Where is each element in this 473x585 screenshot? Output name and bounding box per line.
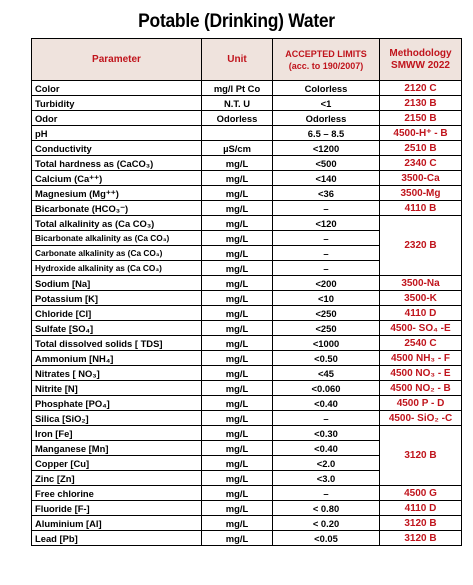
parameter-cell: Nitrite [N]: [32, 381, 202, 396]
unit-cell: mg/L: [202, 201, 273, 216]
parameter-cell: Total hardness as (CaCO₃): [32, 156, 202, 171]
methodology-cell: 4500 G: [380, 486, 462, 501]
parameter-cell: Lead [Pb]: [32, 531, 202, 546]
table-row: [32, 381, 462, 396]
limit-cell: Odorless: [273, 111, 380, 126]
table-row: [32, 291, 462, 306]
header-methodology: Methodology SMWW 2022: [380, 39, 462, 81]
parameter-cell: Aluminium [Al]: [32, 516, 202, 531]
unit-cell: N.T. U: [202, 96, 273, 111]
parameter-cell: Nitrates [ NO₃]: [32, 366, 202, 381]
parameter-cell: Chloride [Cl]: [32, 306, 202, 321]
unit-cell: mg/L: [202, 216, 273, 231]
parameter-cell: Color: [32, 81, 202, 96]
methodology-cell: 2340 C: [380, 156, 462, 171]
limit-cell: <250: [273, 321, 380, 336]
parameter-cell: Carbonate alkalinity as (Ca CO₃): [32, 246, 202, 261]
limit-cell: –: [273, 261, 380, 276]
limit-cell: <36: [273, 186, 380, 201]
limit-cell: < 0.80: [273, 501, 380, 516]
unit-cell: µS/cm: [202, 141, 273, 156]
header-accepted-limits: ACCEPTED LIMITS (acc. to 190/2007): [273, 39, 380, 81]
table-row: [32, 516, 462, 531]
table-row: [32, 501, 462, 516]
methodology-cell: 2130 B: [380, 96, 462, 111]
table-row: [32, 336, 462, 351]
parameter-cell: Hydroxide alkalinity as (Ca CO₃): [32, 261, 202, 276]
unit-cell: mg/L: [202, 426, 273, 441]
parameter-cell: Total dissolved solids [ TDS]: [32, 336, 202, 351]
methodology-cell: 4500 NH₃ - F: [380, 351, 462, 366]
limit-cell: Colorless: [273, 81, 380, 96]
limit-cell: < 0.20: [273, 516, 380, 531]
water-quality-table: [31, 38, 462, 546]
methodology-cell: 4500 NO₂ - B: [380, 381, 462, 396]
limit-cell: –: [273, 486, 380, 501]
methodology-cell: 2510 B: [380, 141, 462, 156]
unit-cell: mg/L: [202, 531, 273, 546]
limit-cell: <0.40: [273, 396, 380, 411]
limit-cell: <1200: [273, 141, 380, 156]
parameter-cell: Copper [Cu]: [32, 456, 202, 471]
unit-cell: [202, 126, 273, 141]
unit-cell: mg/L: [202, 246, 273, 261]
limit-cell: <0.30: [273, 426, 380, 441]
unit-cell: mg/L: [202, 381, 273, 396]
parameter-cell: Total alkalinity as (Ca CO₃): [32, 216, 202, 231]
limit-cell: <250: [273, 306, 380, 321]
methodology-cell: 3500-Ca: [380, 171, 462, 186]
parameter-cell: Potassium [K]: [32, 291, 202, 306]
methodology-cell: 4500 NO₃ - E: [380, 366, 462, 381]
methodology-cell: 3120 B: [380, 531, 462, 546]
table-row: [32, 126, 462, 141]
table-row: [32, 486, 462, 501]
table-row: [32, 186, 462, 201]
unit-cell: mg/L: [202, 171, 273, 186]
table-row: [32, 306, 462, 321]
methodology-cell: 4500- SO₄ -E: [380, 321, 462, 336]
parameter-cell: Phosphate [PO₄]: [32, 396, 202, 411]
parameter-cell: pH: [32, 126, 202, 141]
unit-cell: mg/l Pt Co: [202, 81, 273, 96]
unit-cell: mg/L: [202, 471, 273, 486]
table-row: [32, 276, 462, 291]
unit-cell: mg/L: [202, 291, 273, 306]
parameter-cell: Iron [Fe]: [32, 426, 202, 441]
limit-cell: –: [273, 246, 380, 261]
limit-cell: <200: [273, 276, 380, 291]
parameter-cell: Magnesium (Mg⁺⁺): [32, 186, 202, 201]
unit-cell: mg/L: [202, 456, 273, 471]
table-row: [32, 96, 462, 111]
parameter-cell: Zinc [Zn]: [32, 471, 202, 486]
methodology-cell: 4110 D: [380, 306, 462, 321]
table-row: [32, 411, 462, 426]
header-parameter: Parameter: [32, 39, 202, 81]
table-row: [32, 351, 462, 366]
methodology-cell: 2150 B: [380, 111, 462, 126]
methodology-cell: 4500-H⁺ - B: [380, 126, 462, 141]
methodology-cell: 3120 B: [380, 426, 462, 486]
unit-cell: mg/L: [202, 366, 273, 381]
parameter-cell: Turbidity: [32, 96, 202, 111]
unit-cell: mg/L: [202, 321, 273, 336]
limit-cell: 6.5 – 8.5: [273, 126, 380, 141]
unit-cell: mg/L: [202, 516, 273, 531]
parameter-cell: Sodium [Na]: [32, 276, 202, 291]
unit-cell: mg/L: [202, 306, 273, 321]
table-row: [32, 201, 462, 216]
parameter-cell: Ammonium [NH₄]: [32, 351, 202, 366]
table-row: [32, 111, 462, 126]
unit-cell: mg/L: [202, 186, 273, 201]
limit-cell: –: [273, 231, 380, 246]
unit-cell: mg/L: [202, 261, 273, 276]
parameter-cell: Manganese [Mn]: [32, 441, 202, 456]
limit-cell: –: [273, 201, 380, 216]
parameter-cell: Fluoride [F-]: [32, 501, 202, 516]
unit-cell: mg/L: [202, 501, 273, 516]
limit-cell: <0.05: [273, 531, 380, 546]
limit-cell: <0.50: [273, 351, 380, 366]
limit-cell: <45: [273, 366, 380, 381]
limit-cell: <1000: [273, 336, 380, 351]
methodology-cell: 3500-Na: [380, 276, 462, 291]
methodology-cell: 2320 B: [380, 216, 462, 276]
limit-cell: <1: [273, 96, 380, 111]
parameter-cell: Free chlorine: [32, 486, 202, 501]
limit-cell: <120: [273, 216, 380, 231]
table-header-row: [32, 39, 462, 81]
page-title: Potable (Drinking) Water: [138, 11, 335, 32]
unit-cell: Odorless: [202, 111, 273, 126]
parameter-cell: Bicarbonate (HCO₃⁻): [32, 201, 202, 216]
unit-cell: mg/L: [202, 276, 273, 291]
limit-cell: –: [273, 411, 380, 426]
table-row: [32, 396, 462, 411]
methodology-cell: 3500-Mg: [380, 186, 462, 201]
methodology-cell: 3500-K: [380, 291, 462, 306]
table-row: [32, 321, 462, 336]
parameter-cell: Bicarbonate alkalinity as (Ca CO₃): [32, 231, 202, 246]
limit-cell: <0.40: [273, 441, 380, 456]
unit-cell: mg/L: [202, 411, 273, 426]
methodology-cell: 2540 C: [380, 336, 462, 351]
limit-cell: <0.060: [273, 381, 380, 396]
limit-cell: <140: [273, 171, 380, 186]
table-row: [32, 426, 462, 441]
limit-cell: <500: [273, 156, 380, 171]
methodology-cell: 4110 D: [380, 501, 462, 516]
limit-cell: <2.0: [273, 456, 380, 471]
table-row: [32, 531, 462, 546]
unit-cell: mg/L: [202, 396, 273, 411]
unit-cell: mg/L: [202, 336, 273, 351]
table-row: [32, 156, 462, 171]
parameter-cell: Conductivity: [32, 141, 202, 156]
table-row: [32, 141, 462, 156]
header-unit: Unit: [202, 39, 273, 81]
methodology-cell: 4500 P - D: [380, 396, 462, 411]
parameter-cell: Sulfate [SO₄]: [32, 321, 202, 336]
table-row: [32, 366, 462, 381]
methodology-cell: 2120 C: [380, 81, 462, 96]
methodology-cell: 4110 B: [380, 201, 462, 216]
limit-cell: <3.0: [273, 471, 380, 486]
unit-cell: mg/L: [202, 231, 273, 246]
methodology-cell: 4500- SiO₂ -C: [380, 411, 462, 426]
parameter-cell: Calcium (Ca⁺⁺): [32, 171, 202, 186]
methodology-cell: 3120 B: [380, 516, 462, 531]
unit-cell: mg/L: [202, 156, 273, 171]
unit-cell: mg/L: [202, 486, 273, 501]
table-row: [32, 171, 462, 186]
unit-cell: mg/L: [202, 351, 273, 366]
limit-cell: <10: [273, 291, 380, 306]
table-row: [32, 81, 462, 96]
unit-cell: mg/L: [202, 441, 273, 456]
parameter-cell: Silica [SiO₂]: [32, 411, 202, 426]
parameter-cell: Odor: [32, 111, 202, 126]
table-row: [32, 216, 462, 231]
